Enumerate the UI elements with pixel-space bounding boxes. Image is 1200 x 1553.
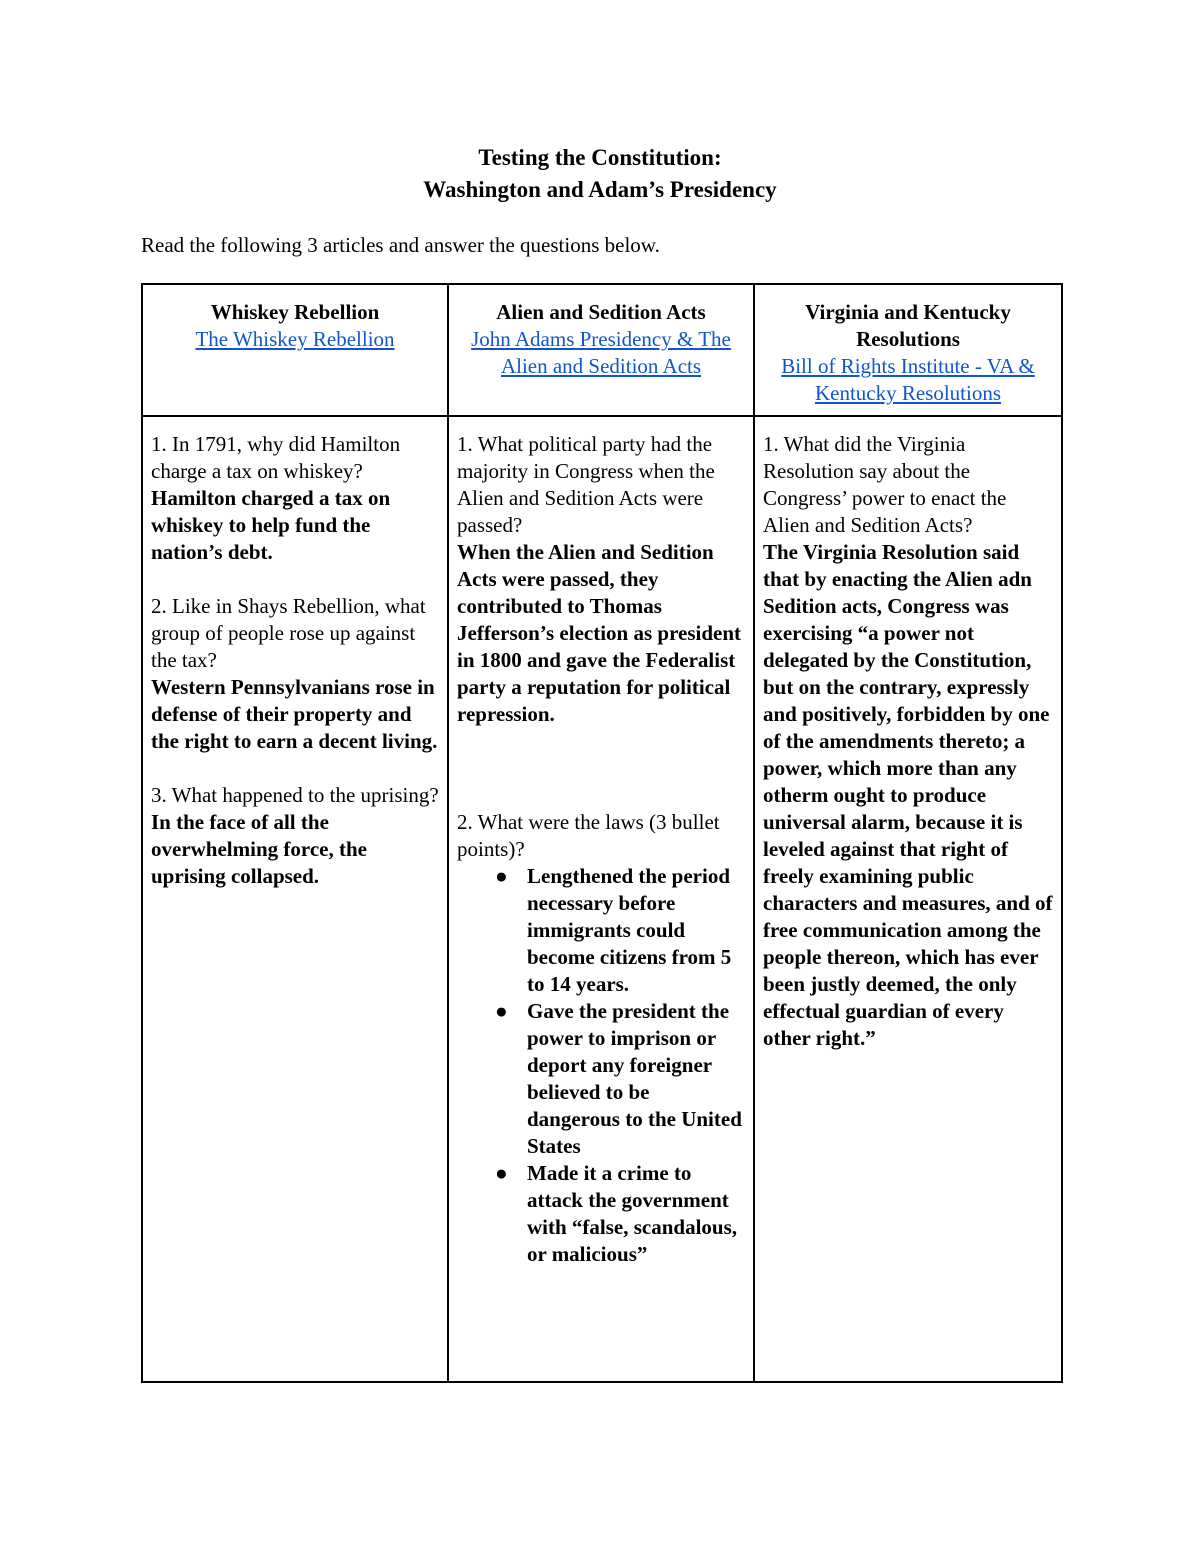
bullet-icon: ● — [495, 1161, 508, 1185]
law-text: Lengthened the period necessary before immigrants could become citizens from 5 to 14 years. — [527, 864, 732, 996]
answer-1: The Virginia Resolution said that by enacting the Alien adn Sedition acts, Congress was exercising “a power not delegated by the Constitution, but on the contrary, expressly and positively, forbidden by one of the amendments thereto; a power, which more than any otherm ought to produce universal alarm, because it is leveled against that right of freely examining public characters and measures, and of free communication among the people thereon, which has ever been justly deemed, the only effectual guardian of every other right.” — [763, 540, 1053, 1050]
question-1: 1. In 1791, why did Hamilton charge a tax on whiskey? — [151, 432, 401, 483]
question-2: 2. Like in Shays Rebellion, what group of people rose up against the tax? — [151, 594, 426, 672]
answers-cell-alien — [448, 416, 754, 1382]
laws-list — [457, 863, 745, 1268]
law-text: Made it a crime to attack the government with “false, scandalous, or malicious” — [527, 1161, 738, 1266]
column-heading-whiskey: Whiskey Rebellion — [210, 300, 380, 324]
header-row — [142, 284, 1062, 416]
question-2: 2. What were the laws (3 bullet points)? — [457, 810, 720, 861]
law-text: Gave the president the power to imprison or deport any foreigner believed to be dangerous to the United States — [527, 999, 742, 1158]
link-whiskey-rebellion[interactable]: The Whiskey Rebellion — [195, 327, 395, 351]
list-item — [495, 998, 745, 1160]
answer-1: When the Alien and Sedition Acts were passed, they contributed to Thomas Jefferson’s election as president in 1800 and gave the Federalist party a reputation for political repression. — [457, 540, 742, 726]
header-cell-virginia — [754, 284, 1062, 416]
link-va-kentucky[interactable]: Bill of Rights Institute - VA & Kentucky Resolutions — [781, 354, 1035, 405]
answers-cell-virginia — [754, 416, 1062, 1382]
answer-1: Hamilton charged a tax on whiskey to help fund the nation’s debt. — [151, 486, 391, 564]
list-item — [495, 1160, 745, 1268]
worksheet-table — [141, 283, 1063, 1383]
question-1: 1. What did the Virginia Resolution say about the Congress’ power to enact the Alien and Sedition Acts? — [763, 432, 1007, 537]
instructions: Read the following 3 articles and answer the questions below. — [141, 233, 660, 257]
document-title-line1: Testing the Constitution: — [478, 145, 722, 170]
answer-3: In the face of all the overwhelming force, the uprising collapsed. — [151, 810, 367, 888]
answers-row — [142, 416, 1062, 1382]
answer-2: Western Pennsylvanians rose in defense of their property and the right to earn a decent living. — [151, 675, 438, 753]
bullet-icon: ● — [495, 999, 508, 1023]
bullet-icon: ● — [495, 864, 508, 888]
column-heading-alien: Alien and Sedition Acts — [496, 300, 706, 324]
question-3: 3. What happened to the uprising? — [151, 783, 439, 807]
header-cell-whiskey — [142, 284, 448, 416]
document-title-line2: Washington and Adam’s Presidency — [423, 177, 777, 202]
link-alien-sedition[interactable]: John Adams Presidency & The Alien and Sedition Acts — [471, 327, 731, 378]
answers-cell-whiskey — [142, 416, 448, 1382]
question-1: 1. What political party had the majority in Congress when the Alien and Sedition Acts were passed? — [457, 432, 715, 537]
header-cell-alien — [448, 284, 754, 416]
column-heading-virginia: Virginia and Kentucky Resolutions — [805, 300, 1011, 351]
list-item — [495, 863, 745, 998]
